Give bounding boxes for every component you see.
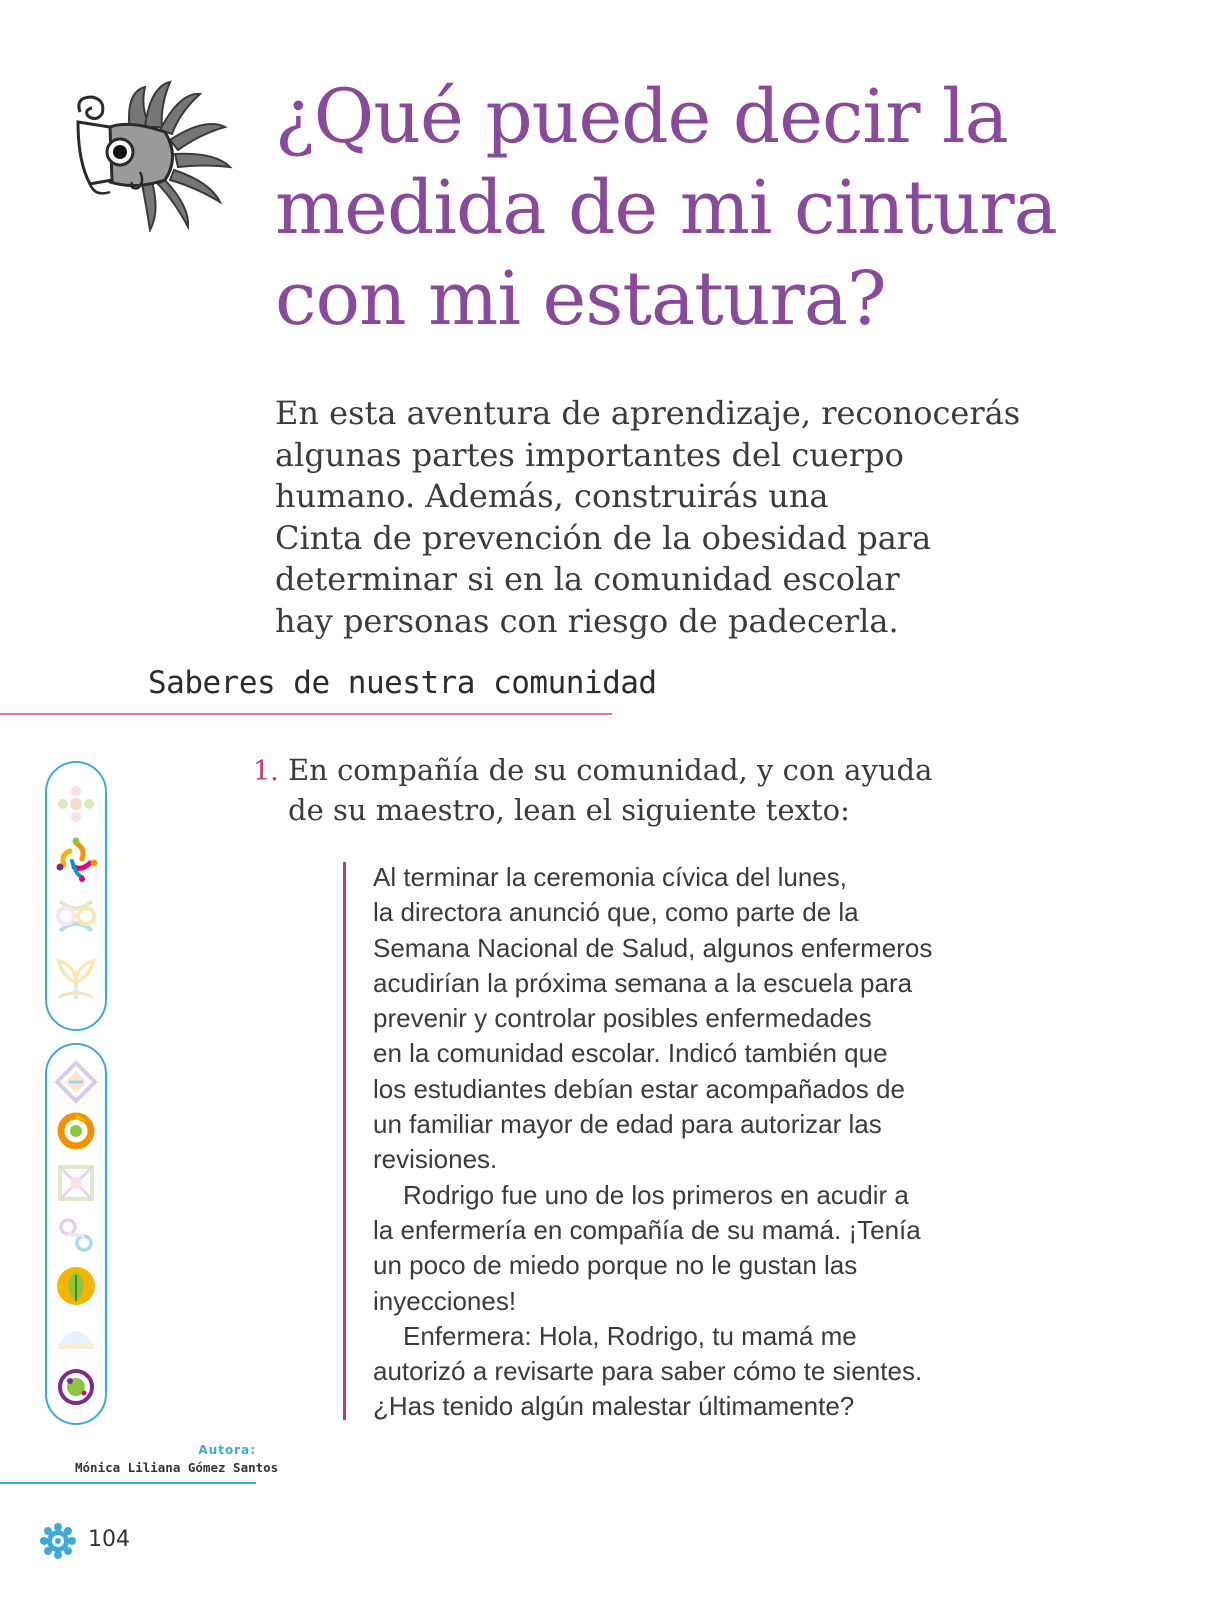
author-label: Autora: <box>198 1443 256 1457</box>
page-number: 104 <box>88 1527 130 1552</box>
reading-bar <box>343 862 346 1420</box>
section-heading: Saberes de nuestra comunidad <box>148 665 657 701</box>
reading-text <box>373 860 1073 1425</box>
reading-line: la enfermería en compañía de su mamá. ¡Tenía <box>373 1214 921 1245</box>
aztec-creature-icon <box>70 72 240 232</box>
reading-line: revisiones. <box>373 1144 498 1175</box>
side-rail-bottom <box>45 1043 107 1425</box>
intro-paragraph <box>275 393 1035 642</box>
reading-line: Rodrigo fue uno de los primeros en acudir a <box>403 1179 909 1210</box>
faded-swirl-icon <box>54 1213 98 1257</box>
reading-line: Semana Nacional de Salud, algunos enfermeros <box>373 932 933 963</box>
author-divider <box>0 1482 256 1484</box>
intro-line: humano. Además, construirás una <box>275 477 829 515</box>
faded-square-icon <box>54 1161 98 1205</box>
intro-line: hay personas con riesgo de padecerla. <box>275 601 899 640</box>
reading-line: ¿Has tenido algún malestar últimamente? <box>373 1391 855 1422</box>
gear-flower-icon <box>40 1523 76 1559</box>
reading-line: acudirían la próxima semana a la escuela para <box>373 967 913 998</box>
side-rail-top <box>45 761 107 1031</box>
orange-ring-icon <box>54 1109 98 1153</box>
reading-line: inyecciones! <box>373 1285 517 1316</box>
reading-line: autorizó a revisarte para saber cómo te sientes. <box>373 1356 923 1387</box>
reading-line: un familiar mayor de edad para autorizar las <box>373 1109 882 1140</box>
reading-line: los estudiantes debían estar acompañados de <box>373 1073 905 1104</box>
faded-hat-icon <box>54 1315 98 1355</box>
section-divider <box>0 713 612 715</box>
intro-line: En esta aventura de aprendizaje, reconocerás <box>275 394 1021 432</box>
activity-number: 1. <box>253 756 279 787</box>
title-line: con mi estatura? <box>275 256 886 342</box>
activity-line: de su maestro, lean el siguiente texto: <box>288 793 850 827</box>
reading-line: un poco de miedo porque no le gustan las <box>373 1250 858 1281</box>
faded-plant-icon <box>53 953 99 1003</box>
title-line: ¿Qué puede decir la <box>275 74 1008 160</box>
diamond-pale-icon <box>53 1059 99 1105</box>
title-line: medida de mi cintura <box>275 165 1057 251</box>
reading-line: prevenir y controlar posibles enfermedades <box>373 1003 872 1034</box>
intro-line: Cinta de prevención de la obesidad para <box>275 518 932 557</box>
purple-splash-icon <box>54 1365 98 1409</box>
activity-line: En compañía de su comunidad, y con ayuda <box>288 753 933 787</box>
reading-line: Enfermera: Hola, Rodrigo, tu mamá me <box>403 1320 857 1351</box>
reading-line: Al terminar la ceremonia cívica del lunes, <box>373 862 847 892</box>
faded-figures-icon <box>52 891 100 941</box>
reading-line: la directora anunció que, como parte de la <box>373 897 859 928</box>
reading-line: en la comunidad escolar. Indicó también que <box>373 1038 888 1069</box>
intro-line: algunas partes importantes del cuerpo <box>275 435 904 474</box>
intro-line: determinar si en la comunidad escolar <box>275 560 900 598</box>
activity-instruction <box>288 750 1008 830</box>
author-name: Mónica Liliana Gómez Santos <box>75 1460 279 1475</box>
green-leaf-icon <box>53 1263 99 1309</box>
flower-pale-icon <box>53 781 99 827</box>
people-circle-icon <box>52 835 100 883</box>
page-title <box>275 72 1175 345</box>
